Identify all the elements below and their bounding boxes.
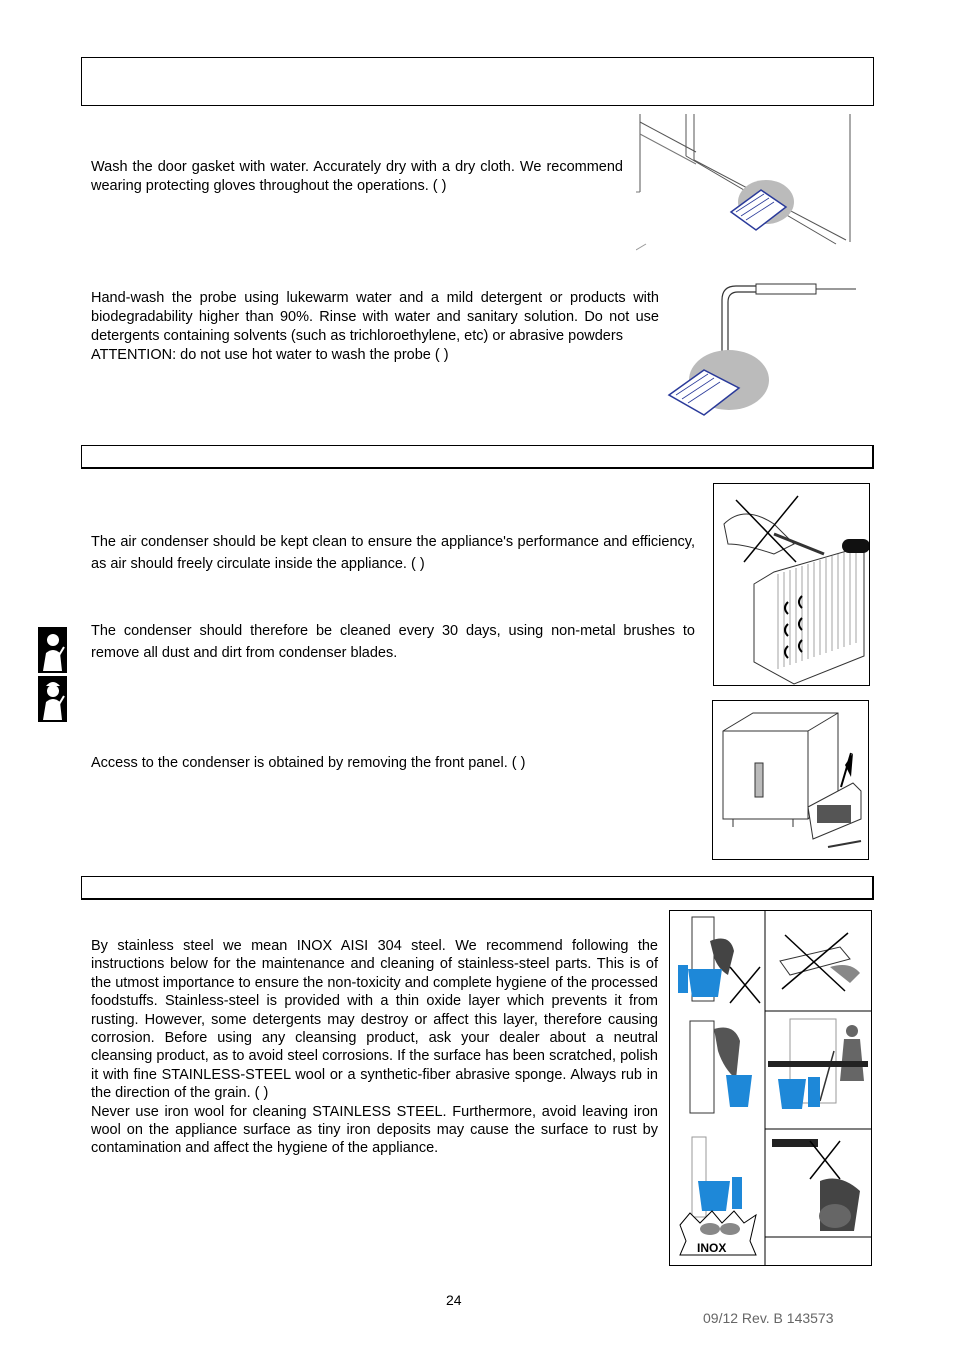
probe-instructions bbox=[91, 289, 659, 365]
operator-icon-1 bbox=[38, 627, 67, 673]
condenser-text-3: Access to the condenser is obtained by removing the front panel. ( ) bbox=[91, 755, 526, 771]
probe-text-1: Hand-wash the probe using lukewarm water and a mild detergent or products with biodegradability higher than 90%. Rinse with water and sanitary solution. Do not use detergents containing solvents (such as trichloroethylene, etc) or abrasive powders bbox=[91, 290, 659, 344]
condenser-instructions-3 bbox=[91, 752, 695, 774]
section-title-box-stainless bbox=[81, 876, 874, 900]
condenser-instructions-1 bbox=[91, 531, 695, 575]
stainless-text-1: By stainless steel we mean INOX AISI 304 steel. We recommend following the instructions below for the maintenance and cleaning of stainless-steel parts. This is of the utmost importance to ensure the non-toxicity and complete hygiene of the processed foodstuffs. Stainless-steel is provided with a thin oxide layer which prevents it from rusting. However, some detergents may destroy or affect this layer, therefore causing corrosion. Before using any cleansing product, ask your dealer about a neutral cleansing product, as to avoid steel corrosions. If the surface has been scratched, polish it with fine STAINLESS-STEEL wool or a synthetic-fiber abrasive sponge. Always rub in the direction of the grain. ( ) bbox=[91, 938, 658, 1102]
condenser-text-2: The condenser should therefore be cleaned every 30 days, using non-metal brushes to remove all dust and dirt from condenser blades. bbox=[91, 623, 695, 661]
section-title-box-condenser bbox=[81, 445, 874, 469]
front-panel-figure bbox=[712, 700, 869, 860]
page-number: 24 bbox=[446, 1292, 462, 1308]
gasket-text: Wash the door gasket with water. Accurately dry with a dry cloth. We recommend wearing protecting gloves throughout the operations. ( ) bbox=[91, 159, 623, 194]
gasket-instructions bbox=[91, 158, 623, 196]
section-title-box-top bbox=[81, 57, 874, 106]
stainless-instructions bbox=[91, 937, 658, 1158]
condenser-instructions-2 bbox=[91, 620, 695, 664]
inox-label: INOX bbox=[697, 1241, 727, 1255]
probe-cleaning-figure bbox=[664, 270, 864, 432]
technician-icon-2 bbox=[38, 676, 67, 722]
probe-text-2: ATTENTION: do not use hot water to wash the probe ( ) bbox=[91, 347, 449, 363]
condenser-brush-figure bbox=[713, 483, 870, 686]
revision-code: 09/12 Rev. B 143573 bbox=[703, 1310, 834, 1326]
condenser-text-1: The air condenser should be kept clean to ensure the appliance's performance and efficiency, as air should freely circulate inside the appliance. ( ) bbox=[91, 534, 695, 572]
gasket-cleaning-figure bbox=[636, 112, 852, 262]
stainless-cleaning-figure bbox=[669, 910, 872, 1266]
stainless-text-2: Never use iron wool for cleaning STAINLESS STEEL. Furthermore, avoid leaving iron wool on the appliance surface as tiny iron deposits may cause the surface to rust by contamination and affect the hygiene of the appliance. bbox=[91, 1103, 658, 1157]
